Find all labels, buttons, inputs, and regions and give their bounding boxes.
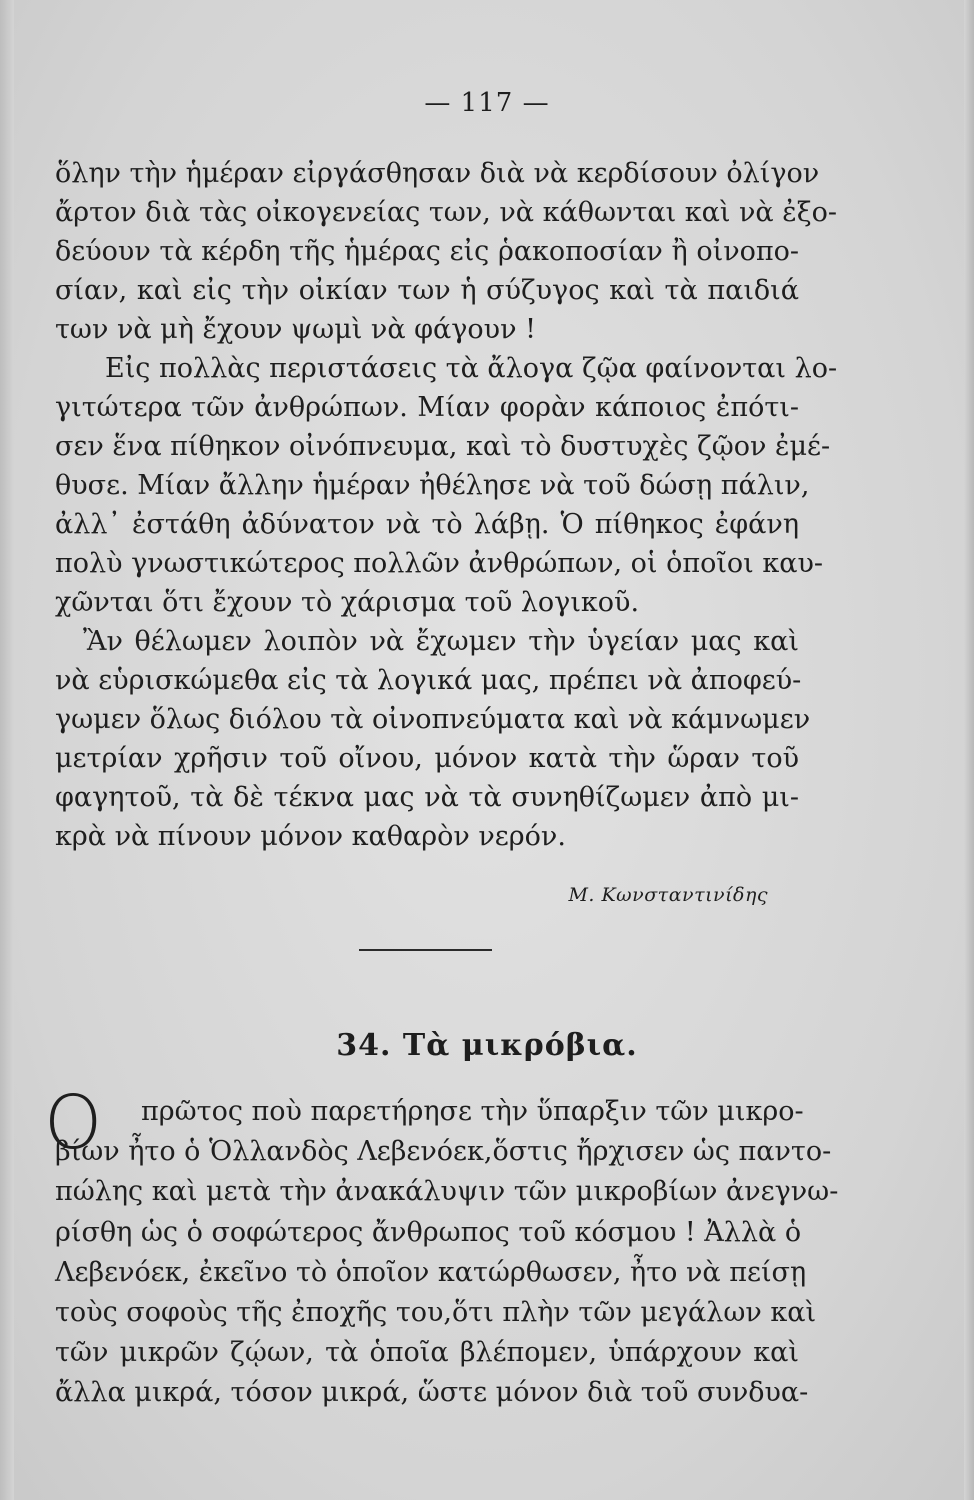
text-line: πώλης καὶ μετὰ τὴν ἀνακάλυψιν τῶν μικροβίων ἀνεγνω- bbox=[55, 1176, 839, 1208]
text-line: θυσε. Μίαν ἄλλην ἡμέραν ἠθέλησε νὰ τοῦ δώσῃ πάλιν, bbox=[55, 470, 810, 501]
text-block-bottom bbox=[55, 1092, 839, 1414]
page-edge-left bbox=[0, 0, 14, 1500]
text-line: δεύουν τὰ κέρδη τῆς ἡμέρας εἰς ῥακοποσίαν ἢ οἰνοπο- bbox=[55, 236, 799, 267]
text-line: πολὺ γνωστικώτερος πολλῶν ἀνθρώπων, οἱ ὁποῖοι καυ- bbox=[55, 548, 823, 579]
author-signature: Μ. Κωνσταντινίδης bbox=[568, 884, 768, 906]
text-line: Λεβενόεκ, ἐκεῖνο τὸ ὁποῖον κατώρθωσεν, ἦτο νὰ πείσῃ bbox=[55, 1256, 807, 1288]
text-line: μετρίαν χρῆσιν τοῦ οἴνου, μόνον κατὰ τὴν ὥραν τοῦ bbox=[55, 743, 799, 774]
section-divider bbox=[359, 949, 492, 951]
text-line: τῶν μικρῶν ζῴων, τὰ ὁποῖα βλέπομεν, ὑπάρχουν καὶ bbox=[55, 1337, 799, 1369]
page-number: — 117 — bbox=[424, 88, 550, 118]
text-line: βίων ἦτο ὁ Ὁλλανδὸς Λεβενόεκ,ὅστις ἤρχισεν ὡς παντο- bbox=[55, 1136, 832, 1168]
text-line: κρὰ νὰ πίνουν μόνον καθαρὸν νερόν. bbox=[55, 821, 566, 852]
text-line: τοὺς σοφοὺς τῆς ἐποχῆς του,ὅτι πλὴν τῶν μεγάλων καὶ bbox=[55, 1296, 817, 1328]
text-line: Ἂν θέλωμεν λοιπὸν νὰ ἔχωμεν τὴν ὑγείαν μας καὶ bbox=[83, 626, 799, 657]
text-line: γιτώτερα τῶν ἀνθρώπων. Μίαν φορὰν κάποιος ἐπότι- bbox=[55, 392, 799, 423]
text-line: φαγητοῦ, τὰ δὲ τέκνα μας νὰ τὰ συνηθίζωμεν ἀπὸ μι- bbox=[55, 782, 799, 813]
text-line: ὅλην τὴν ἡμέραν εἰργάσθησαν διὰ νὰ κερδίσουν ὀλίγον bbox=[55, 158, 820, 189]
section-title: 34. Τὰ μικρόβια. bbox=[336, 1028, 638, 1063]
text-line: ρίσθη ὡς ὁ σοφώτερος ἄνθρωπος τοῦ κόσμου ! Ἀλλὰ ὁ bbox=[55, 1216, 802, 1248]
text-line: χῶνται ὅτι ἔχουν τὸ χάρισμα τοῦ λογικοῦ. bbox=[55, 587, 640, 618]
text-line: ἄρτον διὰ τὰς οἰκογενείας των, νὰ κάθωνται καὶ νὰ ἐξο- bbox=[55, 197, 837, 228]
page-edge-right bbox=[964, 0, 974, 1500]
text-line: πρῶτος ποὺ παρετήρησε τὴν ὕπαρξιν τῶν μικρο- bbox=[141, 1096, 804, 1127]
text-line: ἀλλ᾽ ἐστάθη ἀδύνατον νὰ τὸ λάβῃ. Ὁ πίθηκος ἐφάνη bbox=[55, 509, 799, 540]
text-block-top bbox=[55, 154, 838, 856]
text-line: σίαν, καὶ εἰς τὴν οἰκίαν των ἡ σύζυγος καὶ τὰ παιδιά bbox=[55, 275, 799, 306]
text-line: γωμεν ὅλως διόλου τὰ οἰνοπνεύματα καὶ νὰ κάμνωμεν bbox=[55, 704, 811, 735]
drop-cap: Ο bbox=[44, 1080, 103, 1166]
text-line: ἄλλα μικρά, τόσον μικρά, ὥστε μόνον διὰ τοῦ συνδυα- bbox=[55, 1377, 809, 1409]
text-line: σεν ἕνα πίθηκον οἰνόπνευμα, καὶ τὸ δυστυχὲς ζῷον ἐμέ- bbox=[55, 431, 831, 462]
text-line: των νὰ μὴ ἔχουν ψωμὶ νὰ φάγουν ! bbox=[55, 314, 536, 345]
text-line: νὰ εὑρισκώμεθα εἰς τὰ λογικά μας, πρέπει νὰ ἀποφεύ- bbox=[55, 665, 802, 696]
text-line: Εἰς πολλὰς περιστάσεις τὰ ἄλογα ζῷα φαίνονται λο- bbox=[105, 353, 838, 384]
